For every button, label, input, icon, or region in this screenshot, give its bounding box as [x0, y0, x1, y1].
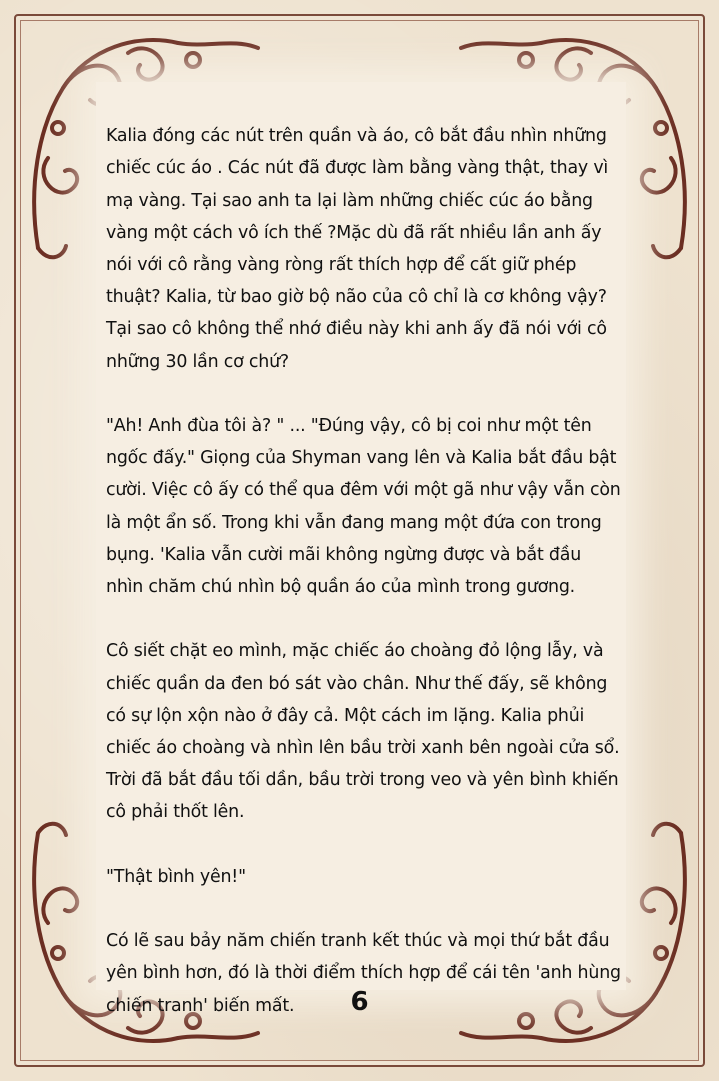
- paragraph: "Ah! Anh đùa tôi à? " ... "Đúng vậy, cô bị coi như một tên ngốc đấy." Giọng của Shyman vang lên và Kalia bắt đầu bật cười. Việc cô ấy có thể qua đêm với một gã như vậy vẫn còn là một ẩn số. Trong khi vẫn đang mang một đứa con trong bụng. 'Kalia vẫn cười mãi không ngừng được và bắt đầu nhìn chăm chú nhìn bộ quần áo của mình trong gương.: [106, 416, 621, 598]
- paragraph: Kalia đóng các nút trên quần và áo, cô bắt đầu nhìn những chiếc cúc áo . Các nút đã được làm bằng vàng thật, thay vì mạ vàng. Tại sao anh ta lại làm những chiếc cúc áo bằng vàng một cách vô ích thế ?Mặc dù đã rất nhiều lần anh ấy nói với cô rằng vàng ròng rất thích hợp để cất giữ phép thuật? Kalia, từ bao giờ bộ não của cô chỉ là cơ không vậy? Tại sao cô không thể nhớ điều này khi anh ấy đã nói với cô những 30 lần cơ chứ?: [106, 126, 609, 372]
- paragraph: Có lẽ sau bảy năm chiến tranh kết thúc và mọi thứ bắt đầu yên bình hơn, đó là thời điểm thích hợp để cái tên 'anh hùng chiến tranh' biến mất.: [106, 931, 621, 1016]
- page-number: 6: [350, 987, 369, 1017]
- paragraph: Cô siết chặt eo mình, mặc chiếc áo choàng đỏ lộng lẫy, và chiếc quần da đen bó sát vào chân. Như thế đấy, sẽ không có sự lộn xộn nào ở đây cả. Một cách im lặng. Kalia phủi chiếc áo choàng và nhìn lên bầu trời xanh bên ngoài cửa sổ. Trời đã bắt đầu tối dần, bầu trời trong veo và yên bình khiến cô phải thốt lên.: [106, 641, 620, 823]
- story-text: [106, 88, 621, 1054]
- paragraph: "Thật bình yên!": [106, 866, 246, 887]
